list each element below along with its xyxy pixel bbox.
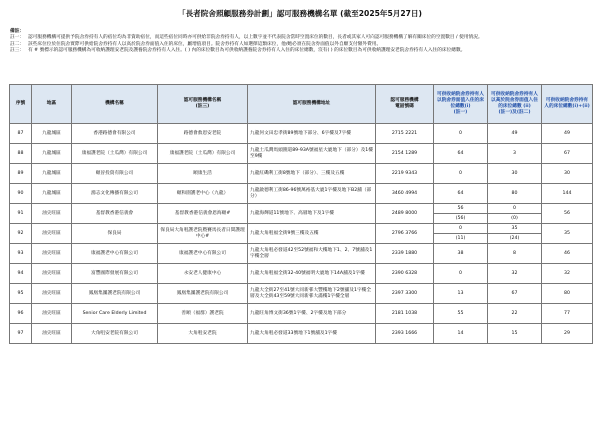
cell-service-unit: 頤康生活 — [158, 164, 248, 184]
cell-beds-total: 144 — [542, 184, 593, 204]
column-header: 機構名稱 — [72, 85, 158, 124]
cell-district: 九龍城區 — [32, 124, 72, 144]
cell-organization: 康福護老院（土瓜灣）有限公司 — [72, 144, 158, 164]
cell-beds-voucher-value: 64 — [434, 144, 488, 164]
cell-phone: 2715 2221 — [376, 124, 434, 144]
cell-address: 九龍啟德利工街86-96號萬裕基大廈1字樓及地下B2舖（部分） — [248, 184, 376, 204]
cell-serial-no: 89 — [10, 164, 32, 184]
cell-organization: 康福護老中心有限公司 — [72, 244, 158, 264]
cell-phone: 2393 1666 — [376, 324, 434, 344]
column-header: 地區 — [32, 85, 72, 124]
cell-beds-above-value: 15 — [488, 324, 542, 344]
column-header: 認可服務機構 電話號碼 — [376, 85, 434, 124]
note-label: 註三： — [10, 48, 25, 54]
cell-beds-above-value — [488, 224, 542, 244]
column-header: 認可服務機構地址 — [248, 85, 376, 124]
cell-beds-total: 29 — [542, 324, 593, 344]
cell-address: 九龍海輝道11號地下、高層地下及1字樓 — [248, 204, 376, 224]
cell-service-unit: 基督教香港信義會恩海頤# — [158, 204, 248, 224]
cell-address: 九龍紅磡利工街8號地下（部分）、三樓及五樓 — [248, 164, 376, 184]
bed-count-care: 0 — [434, 224, 487, 234]
cell-phone: 2219 9343 — [376, 164, 434, 184]
cell-beds-total: 77 — [542, 304, 593, 324]
cell-beds-total: 67 — [542, 144, 593, 164]
cell-beds-above-value: 67 — [488, 284, 542, 304]
page-title: 「長者院舍照顧服務券計劃」認可服務機構名單 (截至2025年5月27日) — [177, 9, 422, 18]
cell-service-unit: 保良局大角咀護老院暨賽馬長者日間護理中心# — [158, 224, 248, 244]
note-text: 該些床位位於住院舍實際可供給院舍券持有人以高於院舍券面值入住的床位，屬增值項目。院舍券持有人如選擇這類床位，他/她必須在院舍券面值以外自願支付額外費用。 — [28, 41, 382, 47]
cell-service-unit: 善頤（福群）護老院 — [158, 304, 248, 324]
cell-serial-no: 93 — [10, 244, 32, 264]
cell-phone: 2397 3300 — [376, 284, 434, 304]
table-row — [10, 324, 593, 344]
cell-service-unit: 頤和園護老中心（九龍） — [158, 184, 248, 204]
table-header-row — [10, 85, 593, 124]
cell-district: 九龍城區 — [32, 144, 72, 164]
notes-section — [10, 29, 595, 55]
cell-beds-voucher-value — [434, 224, 488, 244]
cell-district: 油尖旺區 — [32, 324, 72, 344]
column-header: 可供收納院舍券持有人以院舍券面值入住的床位總數(i) (註一) — [434, 85, 488, 124]
cell-beds-above-value: 80 — [488, 184, 542, 204]
cell-beds-total: 30 — [542, 164, 593, 184]
column-header: 可供收納院舍券持有人的床位總數(i)+(ii) — [542, 85, 593, 124]
cell-service-unit: 康福護老中心有限公司 — [158, 244, 248, 264]
cell-organization: 保良局 — [72, 224, 158, 244]
cell-phone: 2796 3766 — [376, 224, 434, 244]
cell-phone: 2390 6328 — [376, 264, 434, 284]
cell-serial-no: 92 — [10, 224, 32, 244]
note-label: 註一： — [10, 35, 25, 41]
bed-count-nursing: (56) — [455, 215, 466, 221]
provider-table — [9, 84, 593, 344]
column-header: 可供收納院舍券持有人以高於院舍券面值入住的床位總數 (ii) (註一)及(註二) — [488, 85, 542, 124]
cell-organization: 富豐國際發展有限公司 — [72, 264, 158, 284]
cell-organization: 鳳凰集團護老院有限公司 — [72, 284, 158, 304]
cell-phone: 3460 4994 — [376, 184, 434, 204]
cell-beds-total: 35 — [542, 224, 593, 244]
bed-count-nursing: (24) — [509, 235, 520, 241]
table-row — [10, 144, 593, 164]
table-row — [10, 224, 593, 244]
cell-address: 九龍大角咀福全街9號三樓及五樓 — [248, 224, 376, 244]
cell-organization: 頤晉投資有限公司 — [72, 164, 158, 184]
cell-beds-total: 56 — [542, 204, 593, 224]
note-label: 註二： — [10, 41, 25, 47]
bed-count-care: 56 — [434, 204, 487, 214]
cell-beds-total: 80 — [542, 284, 593, 304]
cell-district: 油尖旺區 — [32, 264, 72, 284]
cell-address: 九龍旺角博文街36號1字樓、2字樓及地下部分 — [248, 304, 376, 324]
table-row — [10, 124, 593, 144]
cell-beds-above-value: 32 — [488, 264, 542, 284]
cell-district: 油尖旺區 — [32, 224, 72, 244]
cell-service-unit: 康福護老院（土瓜灣）有限公司 — [158, 144, 248, 164]
table-row — [10, 304, 593, 324]
cell-address: 九龍大角咀必發道42至52號福和大樓地下1、2、7號舖及1字樓全層 — [248, 244, 376, 264]
cell-organization: 香港路德會有限公司 — [72, 124, 158, 144]
cell-service-unit: 永安老人健康中心 — [158, 264, 248, 284]
column-header: 認可服務機構名稱 (註三) — [158, 85, 248, 124]
cell-phone: 2181 1038 — [376, 304, 434, 324]
cell-beds-above-value: 22 — [488, 304, 542, 324]
cell-district: 九龍城區 — [32, 164, 72, 184]
table-row — [10, 204, 593, 224]
cell-beds-voucher-value — [434, 204, 488, 224]
cell-organization: 基督教香港信義會 — [72, 204, 158, 224]
cell-beds-voucher-value: 64 — [434, 184, 488, 204]
cell-beds-above-value: 49 — [488, 124, 542, 144]
note-text: 認可服務機構可提供予院舍券持有人的宿位均為非資助宿位，而這些宿位同時亦可供給非院舍券持有人，以上數字並不代表院舍當時空置床位的數目，長者或其家人可向認可服務機構了解有關床位的空置數目 / 使用情況。 — [28, 35, 483, 41]
bed-count-care: 35 — [488, 224, 541, 234]
note-row — [10, 48, 595, 54]
table-row — [10, 164, 593, 184]
cell-phone: 2154 1289 — [376, 144, 434, 164]
cell-beds-voucher-value: 13 — [434, 284, 488, 304]
cell-beds-voucher-value: 14 — [434, 324, 488, 344]
cell-serial-no: 97 — [10, 324, 32, 344]
cell-beds-voucher-value: 38 — [434, 244, 488, 264]
cell-beds-voucher-value: 0 — [434, 164, 488, 184]
cell-organization: 大角咀安老院有限公司 — [72, 324, 158, 344]
cell-address: 九龍大全街27至41號大同新邨大豐樓地下2號舖及1字樓全層及大全街43至59號大同新邨大滿樓1字樓全層 — [248, 284, 376, 304]
cell-district: 油尖旺區 — [32, 284, 72, 304]
cell-serial-no: 87 — [10, 124, 32, 144]
cell-serial-no: 95 — [10, 284, 32, 304]
cell-beds-above-value: 8 — [488, 244, 542, 264]
cell-service-unit: 大角咀安老院 — [158, 324, 248, 344]
cell-phone: 2489 8000 — [376, 204, 434, 224]
cell-beds-voucher-value: 55 — [434, 304, 488, 324]
column-header: 序號 — [10, 85, 32, 124]
bed-count-nursing: (0) — [511, 215, 518, 221]
cell-district: 九龍城區 — [32, 184, 72, 204]
cell-serial-no: 96 — [10, 304, 32, 324]
cell-serial-no: 88 — [10, 144, 32, 164]
cell-serial-no: 91 — [10, 204, 32, 224]
cell-service-unit: 路德會救恩安老院 — [158, 124, 248, 144]
cell-district: 油尖旺區 — [32, 244, 72, 264]
cell-serial-no: 94 — [10, 264, 32, 284]
cell-beds-above-value — [488, 204, 542, 224]
cell-beds-voucher-value: 0 — [434, 264, 488, 284]
bed-count-care: 0 — [488, 204, 541, 214]
bed-count-nursing: (11) — [455, 235, 466, 241]
cell-district: 油尖旺區 — [32, 304, 72, 324]
cell-address: 九龍土瓜灣馬頭圍道89-93A號福星大廈地下（部分）及1樓至9樓 — [248, 144, 376, 164]
cell-beds-total: 46 — [542, 244, 593, 264]
cell-serial-no: 90 — [10, 184, 32, 204]
cell-address: 九龍何文田忠孝街89號地下部分、6字樓及7字樓 — [248, 124, 376, 144]
cell-service-unit: 鳳凰集團護老院有限公司 — [158, 284, 248, 304]
table-row — [10, 284, 593, 304]
table-row — [10, 184, 593, 204]
cell-beds-total: 49 — [542, 124, 593, 144]
cell-organization: 鴻志文化傳播有限公司 — [72, 184, 158, 204]
note-text: 有 # 號標示的認可服務機構為可收納護理安老院及護養院舍券持有人入住。( ) 內的床位數目為可供收納護養院舍券持有人入住的床位總數，沒有( ) 的床位數目為可供收納護理安老院舍券持有人入住的床位總數。 — [28, 48, 466, 54]
cell-beds-above-value: 30 — [488, 164, 542, 184]
cell-address: 九龍大角咀福全街32-40號福明大廈地下14A舖及1字樓 — [248, 264, 376, 284]
cell-beds-above-value: 3 — [488, 144, 542, 164]
table-row — [10, 244, 593, 264]
cell-address: 九龍大角咀必發道33號地下1號舖及1字樓 — [248, 324, 376, 344]
table-row — [10, 264, 593, 284]
cell-beds-voucher-value: 0 — [434, 124, 488, 144]
notes-heading: 備註： — [10, 29, 25, 34]
cell-beds-total: 32 — [542, 264, 593, 284]
cell-phone: 2339 1880 — [376, 244, 434, 264]
cell-district: 油尖旺區 — [32, 204, 72, 224]
cell-organization: Senior Care Elderly Limited — [72, 304, 158, 324]
